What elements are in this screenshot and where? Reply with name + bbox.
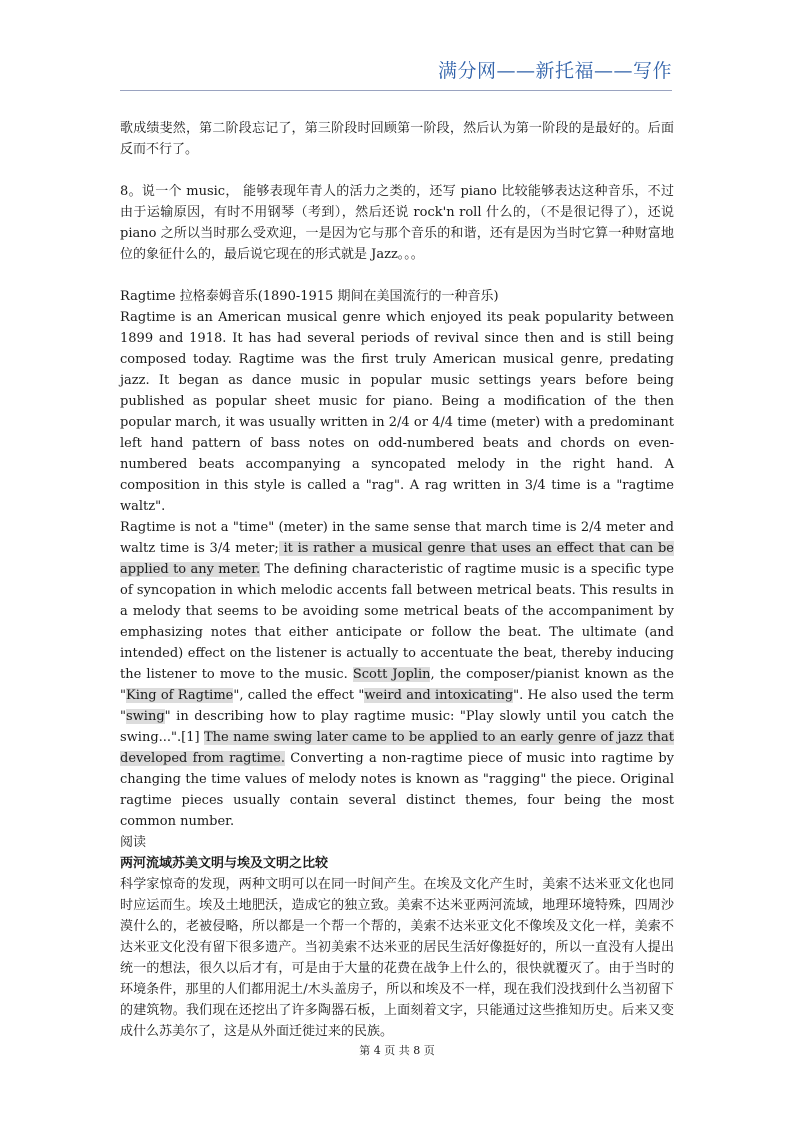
header-title: 满分网——新托福——写作	[437, 60, 672, 82]
ragtime-paragraph-1: Ragtime is an American musical genre which enjoyed its peak popularity between 1899 and 1918. It has had several periods of revival since then and is still being composed today. Ragtime was the first truly American musical genre, predating jazz. It began as dance music in popular music settings years before being published as popular sheet music for piano. Being a modification of the then popular march, it was usually written in 2/4 or 4/4 time (meter) with a predominant left hand pattern of bass notes on odd-numbered beats and chords on even-numbered beats accompanying a syncopated melody in the right hand. A composition in this style is called a "rag". A rag written in 3/4 time is a "ragtime waltz".	[120, 310, 674, 514]
text-run: " in describing how to play ragtime music: "Play slowly until you catch the swing...".[1]	[120, 709, 674, 745]
text-run: ", called the effect "	[233, 688, 365, 703]
highlighted-text: Scott Joplin	[352, 667, 431, 682]
highlighted-text: it is rather a musical genre that uses an effect that can be applied to any meter.	[120, 541, 674, 577]
paragraph-item-8: 8。说一个 music， 能够表现年青人的活力之类的，还写 piano 比较能够表达这种音乐，不过由于运输原因，有时不用钢琴（考到），然后还说 rock'n roll 什么的，（不是很记得了），还说 piano 之所以当时那么受欢迎，一是因为它与那个音乐的和谐，还有是因为当时它算一种财富地位的象征什么的，最后说它现在的形式就是 Jazz。。。	[120, 184, 674, 262]
highlighted-text: weird and intoxicating	[364, 688, 514, 703]
page-header	[120, 56, 672, 91]
text-run: Ragtime is not a "time" (meter) in the same sense that march time is 2/4 meter and waltz time is 3/4 meter;	[120, 520, 674, 556]
text-run: , the composer/pianist known as the "	[120, 667, 674, 703]
highlighted-text: King of Ragtime	[125, 688, 234, 703]
ragtime-paragraph-2	[120, 517, 674, 832]
document-body	[120, 118, 674, 1042]
page-footer: 第 4 页 共 8 页	[359, 1044, 435, 1057]
section-label-reading: 阅读	[120, 835, 147, 850]
ragtime-heading: Ragtime 拉格泰姆音乐(1890-1915 期间在美国流行的一种音乐)	[120, 289, 499, 304]
highlighted-text: The name swing later came to be applied to an early genre of jazz that developed from ragtime.	[120, 730, 674, 766]
paragraph-continuation: 歌成绩斐然，第二阶段忘记了，第三阶段时回顾第一阶段，然后认为第一阶段的是最好的。后面反而不行了。	[120, 121, 674, 157]
text-run: ". He also used the term "	[120, 688, 674, 724]
highlighted-text: swing	[125, 709, 165, 724]
article-title: 两河流域苏美文明与埃及文明之比较	[120, 856, 329, 871]
article-body: 科学家惊奇的发现，两种文明可以在同一时间产生。在埃及文化产生时，美索不达米亚文化也同时应运而生。埃及土地肥沃，造成它的独立致。美索不达米亚两河流域，地理环境特殊，四周沙漠什么的，老被侵略，所以都是一个帮一个帮的，美索不达米亚文化不像埃及文化一样，美索不达米亚文化没有留下很多遗产。当初美索不达米亚的居民生活好像挺好的，所以一直没有人提出统一的想法，很久以后才有，可是由于大量的花费在战争上什么的，很快就覆灭了。由于当时的环境条件，那里的人们都用泥土/木头盖房子，所以和埃及不一样，现在我们没找到什么当初留下的建筑物。我们现在还挖出了许多陶器石板，上面刻着文字，只能通过这些推知历史。后来又变成什么苏美尔了，这是从外面迁徙过来的民族。	[120, 877, 674, 1039]
text-run: Converting a non-ragtime piece of music into ragtime by changing the time values of melody notes is known as "ragging" the piece. Original ragtime pieces usually contain several distinct themes, four being the most common number.	[120, 751, 675, 829]
text-run: The defining characteristic of ragtime music is a specific type of syncopation in which melodic accents fall between metrical beats. This results in a melody that seems to be avoiding some metrical beats of the accompaniment by emphasizing notes that either anticipate or follow the beat. The ultimate (and intended) effect on the listener is actually to accentuate the beat, thereby inducing the listener to move to the music.	[120, 562, 675, 682]
